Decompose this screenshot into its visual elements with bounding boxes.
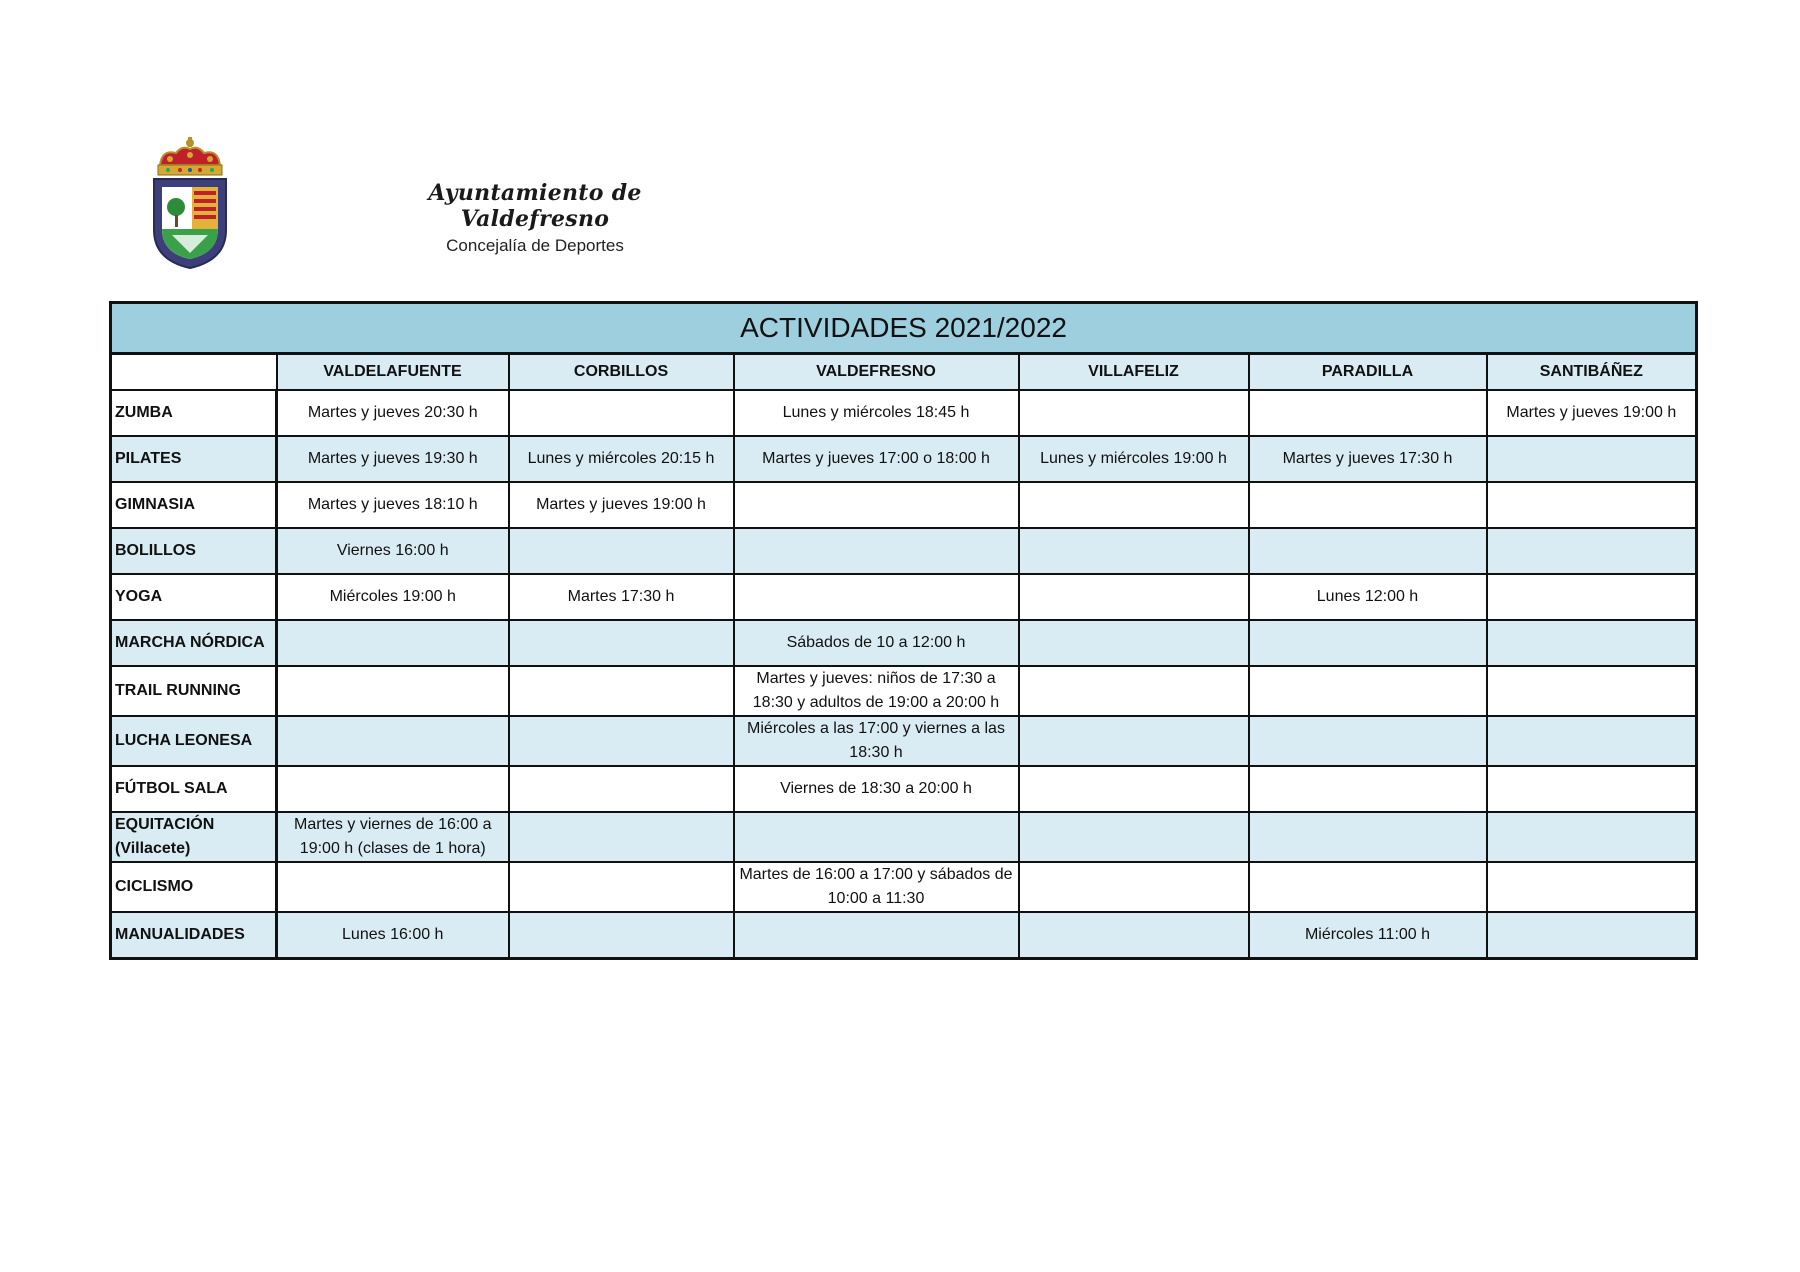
schedule-cell: Lunes 12:00 h — [1249, 574, 1487, 620]
table-row — [111, 912, 1697, 958]
table-row — [111, 812, 1697, 862]
activity-name: FÚTBOL SALA — [111, 766, 277, 812]
schedule-cell: Sábados de 10 a 12:00 h — [734, 620, 1019, 666]
activity-name: CICLISMO — [111, 862, 277, 912]
schedule-cell — [1249, 620, 1487, 666]
table-row — [111, 482, 1697, 528]
activity-name: PILATES — [111, 436, 277, 482]
activity-name: LUCHA LEONESA — [111, 716, 277, 766]
schedule-cell: Martes y jueves: niños de 17:30 a 18:30 y adultos de 19:00 a 20:00 h — [734, 666, 1019, 716]
table-row — [111, 766, 1697, 812]
schedule-cell — [1487, 528, 1697, 574]
schedule-cell — [1249, 390, 1487, 436]
schedule-cell — [734, 574, 1019, 620]
activities-table-container — [109, 301, 1695, 960]
schedule-cell — [1019, 574, 1249, 620]
schedule-cell — [1019, 716, 1249, 766]
activity-name: GIMNASIA — [111, 482, 277, 528]
schedule-cell — [509, 528, 734, 574]
column-header-row — [111, 354, 1697, 391]
schedule-cell: Martes y jueves 19:30 h — [277, 436, 509, 482]
table-row — [111, 436, 1697, 482]
activity-name: MARCHA NÓRDICA — [111, 620, 277, 666]
corner-cell — [111, 354, 277, 391]
schedule-cell — [277, 620, 509, 666]
schedule-cell — [277, 666, 509, 716]
schedule-cell — [277, 716, 509, 766]
column-header: CORBILLOS — [509, 354, 734, 391]
schedule-cell — [734, 812, 1019, 862]
schedule-cell — [509, 912, 734, 958]
activities-table — [109, 301, 1698, 960]
schedule-cell — [509, 390, 734, 436]
schedule-cell — [509, 862, 734, 912]
schedule-cell — [1019, 666, 1249, 716]
schedule-cell: Martes 17:30 h — [509, 574, 734, 620]
schedule-cell — [1487, 812, 1697, 862]
activity-name: YOGA — [111, 574, 277, 620]
schedule-cell — [509, 620, 734, 666]
table-row — [111, 574, 1697, 620]
activity-name: ZUMBA — [111, 390, 277, 436]
schedule-cell — [509, 666, 734, 716]
organization-block — [365, 180, 705, 256]
schedule-cell: Viernes de 18:30 a 20:00 h — [734, 766, 1019, 812]
activity-name: EQUITACIÓN (Villacete) — [111, 812, 277, 862]
schedule-cell: Lunes y miércoles 19:00 h — [1019, 436, 1249, 482]
schedule-cell: Martes y jueves 17:00 o 18:00 h — [734, 436, 1019, 482]
schedule-cell — [734, 482, 1019, 528]
schedule-cell — [734, 912, 1019, 958]
schedule-cell — [509, 716, 734, 766]
schedule-cell — [734, 528, 1019, 574]
schedule-cell — [1249, 528, 1487, 574]
schedule-cell: Viernes 16:00 h — [277, 528, 509, 574]
column-header: VALDELAFUENTE — [277, 354, 509, 391]
table-body — [111, 390, 1697, 958]
schedule-cell — [1487, 574, 1697, 620]
organization-name: Ayuntamiento de Valdefresno — [428, 180, 642, 232]
schedule-cell — [1487, 862, 1697, 912]
schedule-cell — [277, 766, 509, 812]
schedule-cell — [1019, 482, 1249, 528]
schedule-cell — [1019, 390, 1249, 436]
schedule-cell — [1249, 862, 1487, 912]
schedule-cell: Martes y jueves 18:10 h — [277, 482, 509, 528]
schedule-cell — [1249, 766, 1487, 812]
schedule-cell: Martes y viernes de 16:00 a 19:00 h (clases de 1 hora) — [277, 812, 509, 862]
schedule-cell: Lunes 16:00 h — [277, 912, 509, 958]
schedule-cell: Lunes y miércoles 20:15 h — [509, 436, 734, 482]
table-title: ACTIVIDADES 2021/2022 — [111, 303, 1697, 354]
activity-name: TRAIL RUNNING — [111, 666, 277, 716]
schedule-cell: Martes y jueves 19:00 h — [509, 482, 734, 528]
table-row — [111, 862, 1697, 912]
table-row — [111, 620, 1697, 666]
schedule-cell — [1019, 912, 1249, 958]
schedule-cell: Martes y jueves 20:30 h — [277, 390, 509, 436]
schedule-cell: Martes de 16:00 a 17:00 y sábados de 10:00 a 11:30 — [734, 862, 1019, 912]
schedule-cell — [1249, 716, 1487, 766]
schedule-cell: Martes y jueves 17:30 h — [1249, 436, 1487, 482]
column-header: SANTIBÁÑEZ — [1487, 354, 1697, 391]
schedule-cell — [1487, 766, 1697, 812]
schedule-cell — [277, 862, 509, 912]
table-row — [111, 666, 1697, 716]
column-header: PARADILLA — [1249, 354, 1487, 391]
schedule-cell — [1019, 528, 1249, 574]
schedule-cell — [509, 766, 734, 812]
table-row — [111, 716, 1697, 766]
schedule-cell: Martes y jueves 19:00 h — [1487, 390, 1697, 436]
department-name: Concejalía de Deportes — [446, 236, 624, 255]
schedule-cell — [1019, 620, 1249, 666]
schedule-cell — [1019, 862, 1249, 912]
activity-name: MANUALIDADES — [111, 912, 277, 958]
column-header: VILLAFELIZ — [1019, 354, 1249, 391]
schedule-cell — [509, 812, 734, 862]
table-row — [111, 390, 1697, 436]
schedule-cell — [1249, 812, 1487, 862]
schedule-cell: Miércoles 19:00 h — [277, 574, 509, 620]
schedule-cell — [1487, 482, 1697, 528]
header — [150, 135, 750, 270]
schedule-cell: Miércoles a las 17:00 y viernes a las 18:30 h — [734, 716, 1019, 766]
coat-of-arms-icon — [150, 135, 230, 270]
schedule-cell — [1019, 812, 1249, 862]
schedule-cell: Lunes y miércoles 18:45 h — [734, 390, 1019, 436]
schedule-cell — [1249, 482, 1487, 528]
schedule-cell — [1487, 666, 1697, 716]
schedule-cell — [1249, 666, 1487, 716]
schedule-cell — [1487, 436, 1697, 482]
activity-name: BOLILLOS — [111, 528, 277, 574]
schedule-cell: Miércoles 11:00 h — [1249, 912, 1487, 958]
schedule-cell — [1487, 620, 1697, 666]
schedule-cell — [1487, 912, 1697, 958]
schedule-cell — [1487, 716, 1697, 766]
schedule-cell — [1019, 766, 1249, 812]
table-row — [111, 528, 1697, 574]
column-header: VALDEFRESNO — [734, 354, 1019, 391]
